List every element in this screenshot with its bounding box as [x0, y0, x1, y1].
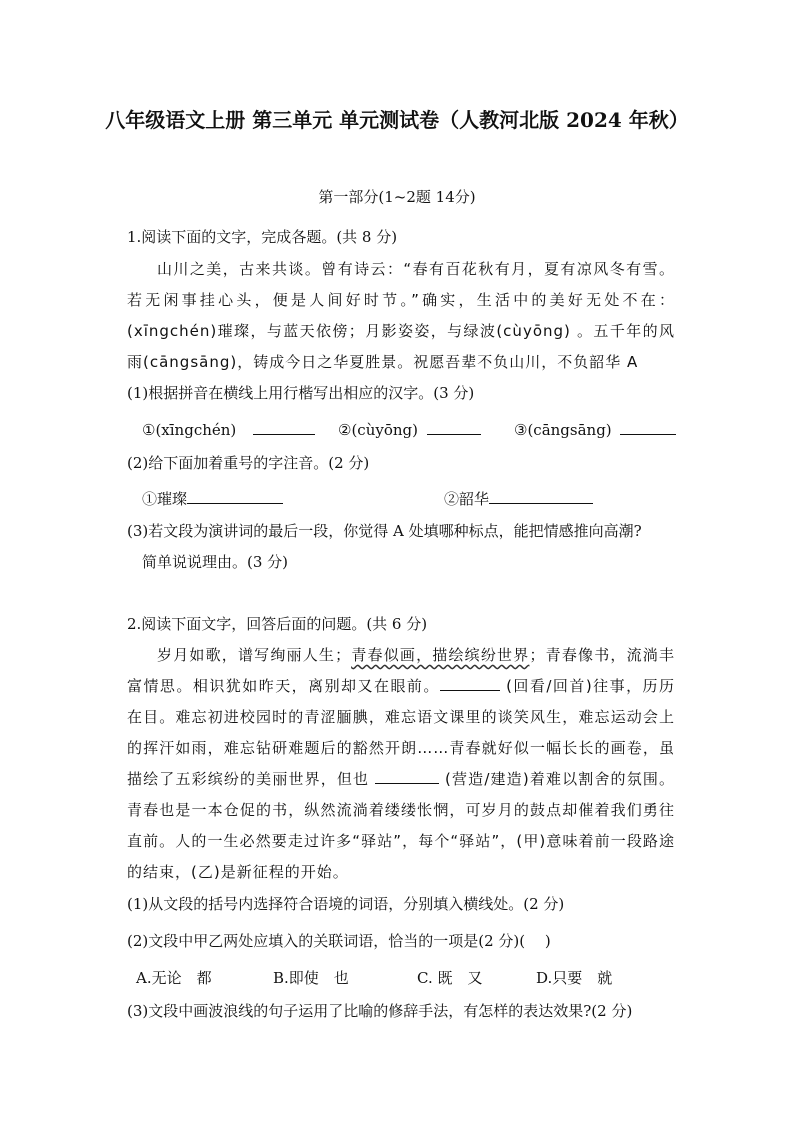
q1-option-1 [142, 420, 315, 439]
q2-choice-c[interactable]: C. 既 又 [417, 969, 483, 987]
q1-sub2: (2)给下面加着重号的字注音。(2 分) [127, 454, 370, 472]
q1-sub3-line1: (3)若文段为演讲词的最后一段，你觉得 A 处填哪种标点，能把情感推向高潮? [127, 522, 642, 540]
answer-blank[interactable] [489, 489, 593, 504]
q1-word-2-label: ②韶华 [444, 490, 490, 508]
q1-word-1-label: ①璀璨 [142, 490, 188, 508]
q1-option-3 [514, 420, 676, 439]
q2-passage-c: (回看/回首)往事，历历在目。难忘初进校园时的青涩腼腆，难忘语文课里的谈笑风生，难忘运动会上的挥汗如雨，难忘钻研难题后的豁然开朗……青春就好似一幅长长的画卷，虽描绘了五彩缤纷的美丽世界，但也 [127, 677, 675, 788]
q1-option-2-label: ②(cùyōng) [338, 421, 418, 439]
wavy-underlined-sentence: 青春似画，描绘缤纷世界 [351, 646, 530, 664]
q2-passage [127, 640, 675, 888]
q1-passage: 山川之美，古来共谈。曾有诗云：“春有百花秋有月，夏有凉风冬有雪。若无闲事挂心头，便是人间好时节。”确实，生活中的美好无处不在：(xīngchén)璀璨，与蓝天依傍；月影姿姿，与绿波(cùyōng) 。五千年的风雨(cāngsāng)，铸成今日之华夏胜景。祝愿吾辈不负山川，不负韶华 A [127, 260, 675, 371]
answer-blank[interactable] [440, 676, 500, 691]
q1-word-2 [444, 488, 593, 509]
answer-blank[interactable] [187, 489, 283, 504]
q2-passage-a: 岁月如歌，谱写绚丽人生； [157, 646, 352, 664]
q2-choice-d[interactable]: D.只要 就 [536, 969, 613, 987]
q2-choice-a[interactable]: A.无论 都 [136, 969, 212, 987]
part-header: 第一部分(1~2题 14分) [318, 188, 476, 206]
answer-blank[interactable] [253, 420, 315, 435]
q1-sub1: (1)根据拼音在横线上用行楷写出相应的汉字。(3 分) [127, 384, 475, 402]
q2-passage-d: (营造/建造)着难以割舍的氛围。青春也是一本仓促的书，纵然流淌着缕缕怅惘，可岁月的鼓点却催着我们勇往直前。人的一生必然要走过许多“驿站”，每个“驿站”，(甲)意味着前一段路途的结束，(乙)是新征程的开始。 [127, 770, 675, 881]
q2-sub1: (1)从文段的括号内选择符合语境的词语，分别填入横线处。(2 分) [127, 895, 565, 913]
q1-sub3-line2: 简单说说理由。(3 分) [142, 553, 289, 571]
q2-sub2: (2)文段中甲乙两处应填入的关联词语，恰当的一项是(2 分)( ) [127, 932, 551, 950]
q2-passage-b: ；青春像书，流淌丰富情思。相识犹如昨天，离别却又在眼前。 [127, 646, 675, 695]
q1-option-3-label: ③(cāngsāng) [514, 421, 612, 439]
q1-option-1-label: ①(xīngchén) [142, 421, 237, 439]
exam-title: 八年级语文上册 第三单元 单元测试卷（人教河北版 2024 年秋） [105, 108, 689, 132]
q1-stem: 1.阅读下面的文字，完成各题。(共 8 分) [127, 228, 398, 246]
q1-word-1 [142, 488, 283, 509]
q2-sub3: (3)文段中画波浪线的句子运用了比喻的修辞手法，有怎样的表达效果?(2 分) [127, 1002, 633, 1020]
answer-blank[interactable] [620, 420, 676, 435]
q2-choice-b[interactable]: B.即使 也 [273, 969, 349, 987]
answer-blank[interactable] [427, 420, 481, 435]
q2-stem: 2.阅读下面文字，回答后面的问题。(共 6 分) [127, 615, 428, 633]
q1-option-2 [338, 420, 481, 439]
answer-blank[interactable] [375, 769, 439, 784]
